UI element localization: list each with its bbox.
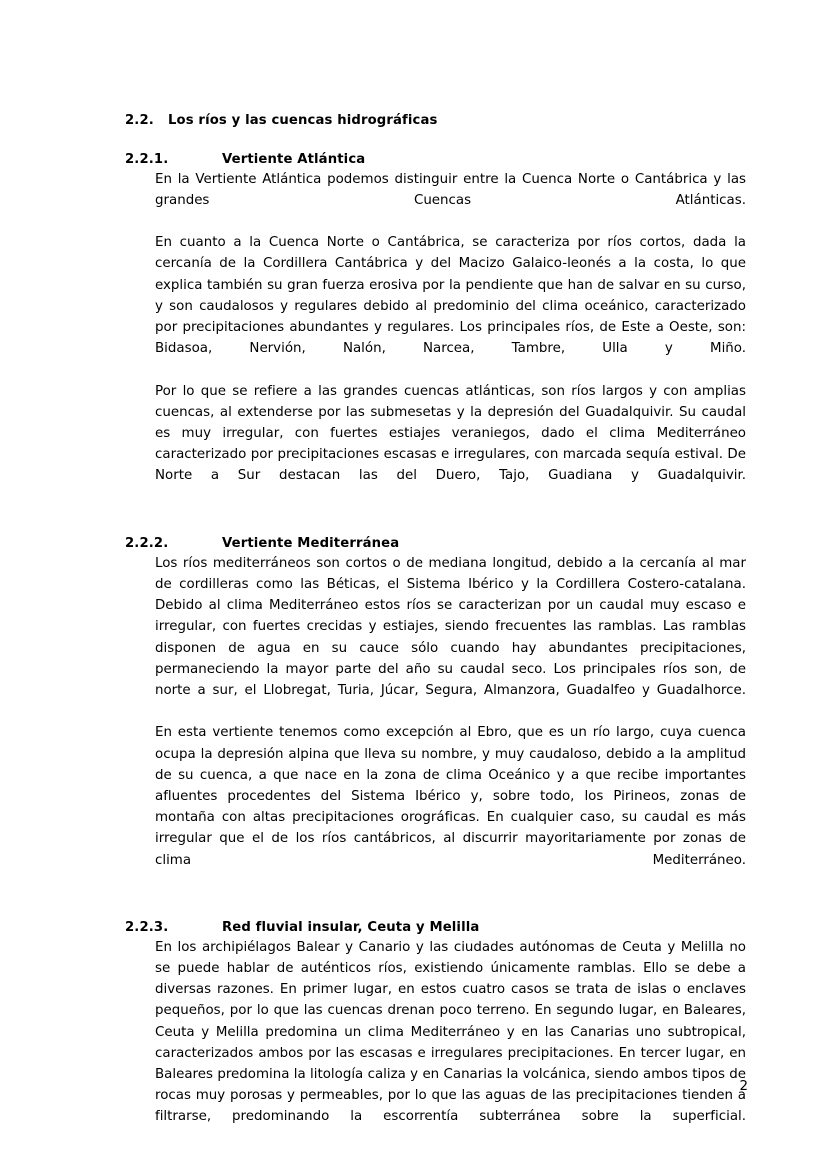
paragraph: Los ríos mediterráneos son cortos o de mediana longitud, debido a la cercanía al mar de cordilleras como las Béticas, el Sistema Ibérico y la Cordillera Costero-catalana. Debido al clima Mediterráneo estos ríos se caracterizan por un caudal muy escaso e irregular, con fuertes crecidas y estiajes, siendo frecuentes las ramblas. Las ramblas disponen de agua en su cauce sólo cuando hay abundantes precipitaciones, permaneciendo la mayor parte del año su caudal seco. Los principales ríos son, de norte a sur, el Llobregat, Turia, Júcar, Segura, Almanzora, Guadalfeo y Guadalhorce. [155,555,746,698]
page-number: 2 [739,1079,748,1094]
document-content [125,112,746,1149]
subsection-title: Red fluvial insular, Ceuta y Melilla [222,919,480,935]
subsection-heading-2-2-1 [125,151,746,169]
subsection-body-2-2-1 [125,169,746,508]
subsection-body-2-2-3 [125,937,746,1149]
subsection-heading-2-2-2 [125,535,746,553]
subsection-number: 2.2.2. [125,535,169,551]
paragraph: En la Vertiente Atlántica podemos distinguir entre la Cuenca Norte o Cantábrica y las grandes Cuencas Atlánticas. [155,171,746,208]
paragraph: En los archipiélagos Balear y Canario y las ciudades autónomas de Ceuta y Melilla no se puede hablar de auténticos ríos, existiendo únicamente ramblas. Ello se debe a diversas razones. En primer lugar, en estos cuatro casos se trata de islas o enclaves pequeños, por lo que las cuencas drenan poco terreno. En segundo lugar, en Baleares, Ceuta y Melilla predomina un clima Mediterráneo y en las Canarias uno subtropical, caracterizados ambos por las escasas e irregulares precipitaciones. En tercer lugar, en Baleares predomina la litología caliza y en Canarias la volcánica, siendo ambos tipos de rocas muy porosas y permeables, por lo que las aguas de las precipitaciones tienden a filtrarse, predominando la escorrentía subterránea sobre la superficial. [155,939,746,1125]
paragraph: En cuanto a la Cuenca Norte o Cantábrica, se caracteriza por ríos cortos, dada la cercanía de la Cordillera Cantábrica y del Macizo Galaico-leonés a la costa, lo que explica también su gran fuerza erosiva por la pendiente que han de salvar en su curso, y son caudalosos y regulares debido al predominio del clima oceánico, caracterizado por precipitaciones abundantes y regulares. Los principales ríos, de Este a Oeste, son: Bidasoa, Nervión, Nalón, Narcea, Tambre, Ulla y Miño. [155,235,746,357]
subsection-title: Vertiente Atlántica [222,151,366,167]
spacer [125,130,746,151]
subsection-number: 2.2.1. [125,151,169,167]
subsection-number: 2.2.3. [125,919,169,935]
subsection-body-2-2-2 [125,553,746,892]
subsection-heading-2-2-3 [125,919,746,937]
section-title: Los ríos y las cuencas hidrográficas [168,113,438,128]
spacer [125,892,746,919]
subsection-title: Vertiente Mediterránea [222,535,400,551]
paragraph: En esta vertiente tenemos como excepción al Ebro, que es un río largo, cuya cuenca ocupa la depresión alpina que lleva su nombre, y muy caudaloso, debido a la amplitud de su cuenca, a que nace en la zona de clima Oceánico y a que recibe importantes afluentes procedentes del Sistema Ibérico y, sobre todo, los Pirineos, zonas de montaña con altas precipitaciones orográficas. En cualquier caso, su caudal es más irregular que el de los ríos cantábricos, al discurrir mayoritariamente por zonas de clima Mediterráneo. [155,725,746,868]
section-number: 2.2. [125,113,154,128]
spacer [125,508,746,535]
paragraph: Por lo que se refiere a las grandes cuencas atlánticas, son ríos largos y con amplias cuencas, al extenderse por las submesetas y la depresión del Guadalquivir. Su caudal es muy irregular, con fuertes estiajes veraniegos, dado el clima Mediterráneo caracterizado por precipitaciones escasas e irregulares, con marcada sequía estival. De Norte a Sur destacan las del Duero, Tajo, Guadiana y Guadalquivir. [155,383,746,484]
section-heading-2-2 [125,112,746,130]
